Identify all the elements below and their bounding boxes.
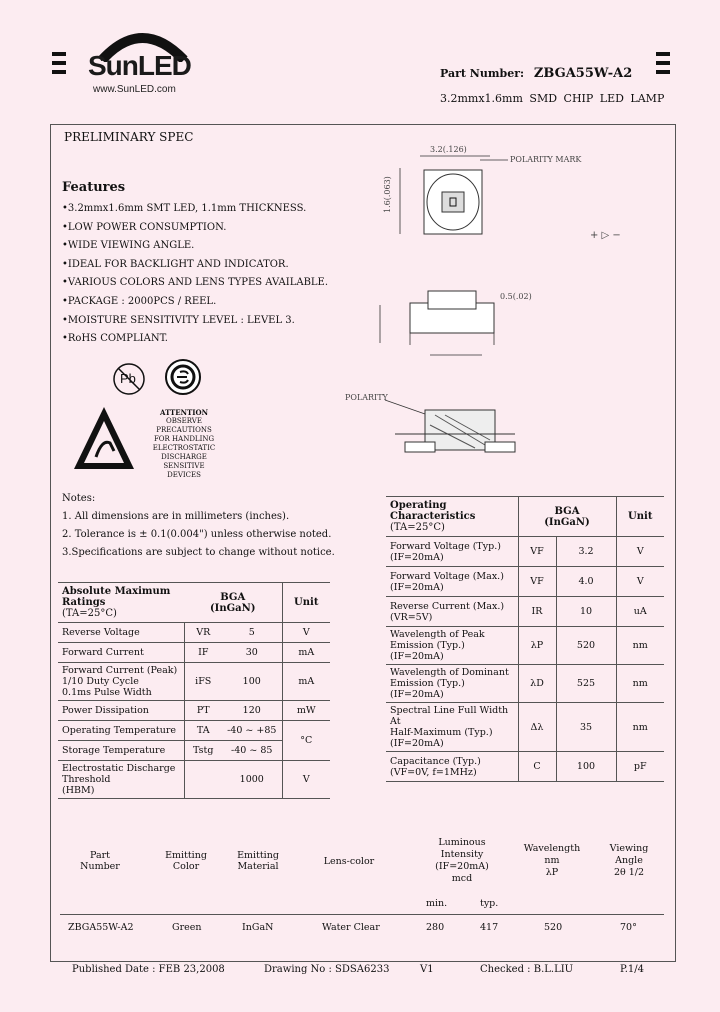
footer-page: P.1/4 — [620, 964, 644, 975]
sel-row-lens: Water Clear — [322, 922, 380, 933]
right-bars-icon — [656, 52, 670, 79]
list-item: • VARIOUS COLORS AND LENS TYPES AVAILABLE. — [62, 274, 328, 293]
list-item: • WIDE VIEWING ANGLE. — [62, 237, 328, 256]
footer-version: V1 — [420, 964, 434, 975]
sel-header-lens: Lens-color — [323, 856, 375, 867]
sel-row-wl: 520 — [544, 922, 563, 933]
notes-title: Notes: — [62, 493, 96, 504]
table-row: Reverse Voltage VR 5 V — [58, 623, 330, 643]
sel-row-color: Green — [172, 922, 202, 933]
list-item: • 3.2mmx1.6mm SMT LED, 1.1mm THICKNESS. — [62, 200, 328, 219]
brand-url[interactable]: www.SunLED.com — [93, 84, 176, 95]
list-item: • RoHS COMPLIANT. — [62, 330, 328, 349]
sel-row-typ: 417 — [480, 922, 499, 933]
footer-published: Published Date : FEB 23,2008 — [72, 964, 225, 975]
svg-text:0.5(.02): 0.5(.02) — [500, 292, 532, 301]
table-row: Wavelength of Peak Emission (Typ.) (IF=20mA) λP 520 nm — [386, 627, 664, 665]
list-item: 2. Tolerance is ± 0.1(0.004") unless otherwise noted. — [62, 529, 332, 540]
left-bars-icon — [52, 52, 66, 79]
subtitle: 3.2mmx1.6mm SMD CHIP LED LAMP — [440, 92, 665, 105]
table-row: Storage Temperature Tstg -40 ~ 85 — [58, 741, 330, 761]
svg-text:3.2(.126): 3.2(.126) — [430, 145, 467, 154]
sel-header-color: Emitting Color — [165, 850, 207, 872]
table-row: Electrostatic Discharge Threshold (HBM) 1000 V — [58, 761, 330, 799]
footer-drawing: Drawing No : SDSA6233 — [264, 964, 390, 975]
sel-row-part: ZBGA55W-A2 — [68, 922, 134, 933]
table-row: Spectral Line Full Width At Half-Maximum (Typ.) (IF=20mA) Δλ 35 nm — [386, 703, 664, 752]
sel-header-material: Emitting Material — [237, 850, 279, 872]
table-row: Power Dissipation PT 120 mW — [58, 701, 330, 721]
abs-max-table — [58, 582, 330, 799]
sel-row-angle: 70° — [620, 922, 637, 933]
pb-text: Pb — [120, 371, 136, 386]
svg-text:1.6(.063): 1.6(.063) — [383, 176, 392, 213]
table-header: Absolute Maximum Ratings (TA=25°C) BGA (InGaN) Unit — [58, 583, 330, 623]
op-char-table — [386, 496, 664, 782]
table-row: Forward Voltage (Typ.) (IF=20mA) VF 3.2 V — [386, 537, 664, 567]
svg-text:POLARITY: POLARITY — [345, 393, 388, 402]
features-list — [62, 200, 328, 349]
list-item: • IDEAL FOR BACKLIGHT AND INDICATOR. — [62, 256, 328, 275]
list-item: 3.Specifications are subject to change without notice. — [62, 547, 335, 558]
sel-row-material: InGaN — [242, 922, 274, 933]
svg-text:POLARITY MARK: POLARITY MARK — [510, 155, 582, 164]
sel-sub-typ: typ. — [480, 898, 499, 909]
table-row: Wavelength of Dominant Emission (Typ.) (IF=20mA) λD 525 nm — [386, 665, 664, 703]
sel-header-wl: Wavelength nm λP — [523, 843, 581, 878]
sel-header-part: Part Number — [80, 850, 120, 872]
table-row: Forward Voltage (Max.) (IF=20mA) VF 4.0 V — [386, 567, 664, 597]
notes — [62, 490, 335, 562]
table-row: Forward Current IF 30 mA — [58, 643, 330, 663]
part-number-header: Part Number: ZBGA55W-A2 — [440, 66, 633, 81]
spec-title: PRELIMINARY SPEC — [64, 130, 194, 144]
table-row: Forward Current (Peak) 1/10 Duty Cycle 0.1ms Pulse Width iFS 100 mA — [58, 663, 330, 701]
attention-text: ATTENTION OBSERVE PRECAUTIONS FOR HANDLING ELECTROSTATIC DISCHARGE SENSITIVE DEVICES — [152, 408, 216, 479]
list-item: • MOISTURE SENSITIVITY LEVEL : LEVEL 3. — [62, 312, 328, 331]
svg-text:+ ▷ −: + ▷ − — [590, 230, 621, 241]
rohs-icon — [164, 358, 202, 396]
list-item: • LOW POWER CONSUMPTION. — [62, 219, 328, 238]
footer-checked: Checked : B.L.LIU — [480, 964, 574, 975]
features-title: Features — [62, 180, 126, 195]
list-item: • PACKAGE : 2000PCS / REEL. — [62, 293, 328, 312]
brand-logo: SunLED — [88, 50, 191, 81]
package-drawing-side — [370, 285, 570, 375]
sel-header-view: Viewing Angle 2θ 1/2 — [609, 843, 649, 878]
sel-sub-min: min. — [426, 898, 448, 909]
table-header: Operating Characteristics (TA=25°C) BGA (InGaN) Unit — [386, 497, 664, 537]
package-drawing-top — [380, 138, 670, 248]
table-row: Reverse Current (Max.) (VR=5V) IR 10 uA — [386, 597, 664, 627]
sel-divider — [60, 914, 664, 915]
sel-header-lum: Luminous Intensity (IF=20mA) mcd — [435, 837, 489, 884]
table-row: Capacitance (Typ.) (VF=0V, f=1MHz) C 100 pF — [386, 752, 664, 782]
pb-free-icon — [112, 362, 146, 396]
list-item: 1. All dimensions are in millimeters (inches). — [62, 511, 290, 522]
package-drawing-pad — [345, 390, 565, 470]
table-row: Operating Temperature TA -40 ~ +85 °C — [58, 721, 330, 741]
esd-warning-icon — [72, 405, 136, 471]
sel-row-min: 280 — [426, 922, 445, 933]
